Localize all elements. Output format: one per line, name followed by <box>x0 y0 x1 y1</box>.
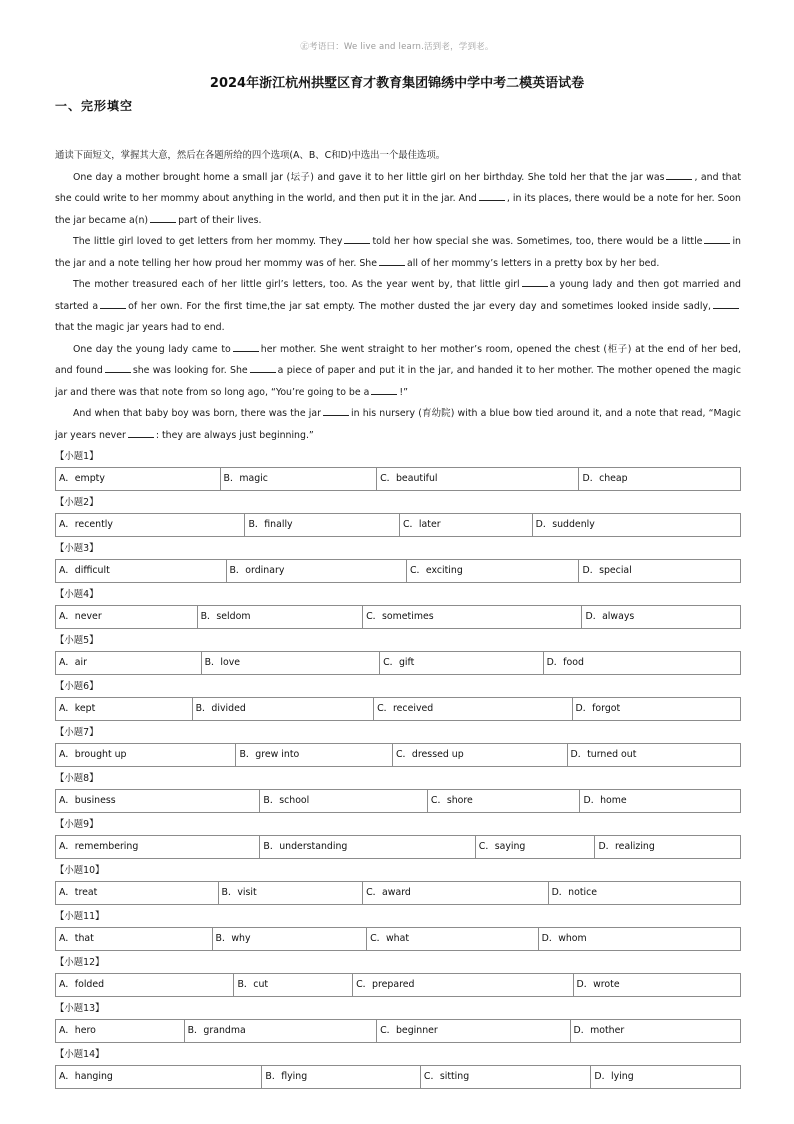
answer-blank <box>150 213 176 223</box>
question-label: 【小题9】 <box>55 819 99 830</box>
option-c[interactable]: C．later <box>399 514 532 536</box>
option-c[interactable]: C．gift <box>379 652 543 674</box>
options-row <box>55 697 741 721</box>
question-label: 【小题14】 <box>55 1049 105 1060</box>
passage-text: The little girl loved to get letters from her mommy. They <box>73 236 343 247</box>
option-a[interactable]: A．treat <box>59 887 98 898</box>
passage-text: The mother treasured each of her little girl’s letters, too. As the year went by, that little girl <box>73 279 520 290</box>
option-a[interactable]: A．business <box>59 795 116 806</box>
option-a[interactable]: A．brought up <box>59 749 127 760</box>
passage-text: told her how special she was. Sometimes, too, there would be a little <box>372 236 703 247</box>
option-b[interactable]: B．divided <box>192 698 373 720</box>
option-d[interactable]: D．lying <box>590 1066 740 1088</box>
answer-blank <box>105 363 131 373</box>
passage-text: her mother. She went straight to her mother’s room, opened the chest (柜子) at the end of her bed, and found <box>55 343 741 376</box>
option-d[interactable]: D．mother <box>570 1020 741 1042</box>
passage-text: !” <box>399 386 408 398</box>
exam-title: 2024年浙江杭州拱墅区育才教育集团锦绣中学中考二模英语试卷 <box>209 76 585 91</box>
option-b[interactable]: B．visit <box>218 882 363 904</box>
question-label: 【小题11】 <box>55 911 105 922</box>
option-c[interactable]: C．sometimes <box>362 606 581 628</box>
answer-blank <box>379 256 405 266</box>
passage-paragraph <box>55 231 741 274</box>
answer-blank <box>323 406 349 416</box>
answer-blank <box>704 234 730 244</box>
passage-text: part of their lives. <box>178 214 262 226</box>
option-a[interactable]: A．folded <box>59 979 105 990</box>
option-a[interactable]: A．empty <box>59 473 105 484</box>
option-b[interactable]: B．love <box>201 652 379 674</box>
option-b[interactable]: B．grandma <box>184 1020 376 1042</box>
answer-blank <box>371 385 397 395</box>
option-a[interactable]: A．kept <box>59 703 96 714</box>
answer-blank <box>479 191 505 201</box>
question-label: 【小题7】 <box>55 727 99 738</box>
question-label: 【小题2】 <box>55 497 99 508</box>
section-heading: 一、完形填空 <box>55 99 134 113</box>
option-b[interactable]: B．school <box>259 790 427 812</box>
option-d[interactable]: D．forgot <box>572 698 741 720</box>
options-row <box>55 1019 741 1043</box>
options-row <box>55 1065 741 1089</box>
passage-paragraph <box>55 339 741 404</box>
passage-text: of her own. For the first time,the jar sat empty. The mother dusted the jar every day and sometimes looked inside sadly, <box>128 300 711 312</box>
answer-blank <box>100 299 126 309</box>
option-c[interactable]: C．dressed up <box>392 744 566 766</box>
option-d[interactable]: D．wrote <box>573 974 741 996</box>
question-label: 【小题3】 <box>55 543 99 554</box>
option-d[interactable]: D．notice <box>548 882 740 904</box>
question-label: 【小题13】 <box>55 1003 105 1014</box>
passage-text: And when that baby boy was born, there was the jar <box>73 408 321 419</box>
passage-text: all of her mommy’s letters in a pretty box by her bed. <box>407 257 660 269</box>
option-d[interactable]: D．suddenly <box>532 514 740 536</box>
option-c[interactable]: C．exciting <box>406 560 579 582</box>
option-a[interactable]: A．that <box>59 933 94 944</box>
options-row <box>55 789 741 813</box>
question-label: 【小题6】 <box>55 681 99 692</box>
passage-text: : they are always just beginning.” <box>155 429 314 441</box>
answer-blank <box>233 342 259 352</box>
option-b[interactable]: B．cut <box>233 974 352 996</box>
passage-text: that the magic jar years had to end. <box>55 322 225 333</box>
passage-text: , in its places, there would be a note for her. Soon the jar became a(n) <box>55 193 741 226</box>
option-d[interactable]: D．home <box>579 790 740 812</box>
option-c[interactable]: C．beautiful <box>376 468 578 490</box>
option-c[interactable]: C．sitting <box>420 1066 591 1088</box>
option-a[interactable]: A．recently <box>59 519 113 530</box>
options-row <box>55 513 741 537</box>
options-row <box>55 559 741 583</box>
option-b[interactable]: B．why <box>212 928 367 950</box>
answer-blank <box>128 428 154 438</box>
passage-text: One day a mother brought home a small jar (坛子) and gave it to her little girl on her birthday. She told her that the jar was <box>73 171 665 183</box>
page-motto: ㊣考语曰：We live and learn.活到老，学到老。 <box>300 42 494 52</box>
answer-blank <box>666 170 692 180</box>
option-d[interactable]: D．whom <box>538 928 740 950</box>
question-label: 【小题12】 <box>55 957 105 968</box>
passage-text: , and that she could write to her mommy about anything in the world, and then put it in the jar. And <box>55 171 741 204</box>
option-b[interactable]: B．understanding <box>259 836 474 858</box>
option-d[interactable]: D．turned out <box>567 744 741 766</box>
option-c[interactable]: C．award <box>362 882 547 904</box>
option-d[interactable]: D．special <box>578 560 740 582</box>
option-d[interactable]: D．always <box>581 606 740 628</box>
passage-text: a young lady and then got married and started a <box>55 279 741 312</box>
passage-text: One day the young lady came to <box>73 343 231 355</box>
passage-text: in his nursery (育幼院) with a blue bow tied around it, and a note that read, “Magic jar years never <box>55 408 741 441</box>
option-d[interactable]: D．food <box>543 652 740 674</box>
option-c[interactable]: C．shore <box>427 790 580 812</box>
option-c[interactable]: C．beginner <box>376 1020 569 1042</box>
option-b[interactable]: B．ordinary <box>226 560 406 582</box>
answer-blank <box>250 363 276 373</box>
passage-text: she was looking for. She <box>132 365 248 376</box>
option-c[interactable]: C．saying <box>475 836 595 858</box>
option-d[interactable]: D．realizing <box>594 836 740 858</box>
options-row <box>55 881 741 905</box>
option-a[interactable]: A．never <box>59 611 102 622</box>
option-b[interactable]: B．seldom <box>197 606 363 628</box>
options-row <box>55 835 741 859</box>
option-c[interactable]: C．prepared <box>352 974 572 996</box>
answer-blank <box>713 299 739 309</box>
passage-paragraph <box>55 403 741 446</box>
option-b[interactable]: B．flying <box>261 1066 420 1088</box>
option-b[interactable]: B．finally <box>244 514 399 536</box>
answer-blank <box>522 277 548 287</box>
options-row <box>55 467 741 491</box>
option-c[interactable]: C．received <box>373 698 571 720</box>
option-a[interactable]: A．hanging <box>59 1071 113 1082</box>
passage-text: a piece of paper and put it in the jar, and handed it to her mother. The mother opened the magic jar and there was that note from so long ago, “You’re going to be a <box>55 365 741 398</box>
question-label: 【小题4】 <box>55 589 99 600</box>
question-label: 【小题1】 <box>55 451 99 462</box>
question-list <box>55 447 741 1091</box>
question-label: 【小题5】 <box>55 635 99 646</box>
option-a[interactable]: A．difficult <box>59 565 110 576</box>
passage-paragraph <box>55 167 741 232</box>
options-row <box>55 743 741 767</box>
options-row <box>55 605 741 629</box>
option-c[interactable]: C．what <box>366 928 538 950</box>
options-row <box>55 973 741 997</box>
options-row <box>55 651 741 675</box>
passage-text: in the jar and a note telling her how proud her mommy was of her. She <box>55 236 741 269</box>
question-label: 【小题8】 <box>55 773 99 784</box>
question-label: 【小题10】 <box>55 865 105 876</box>
cloze-passage <box>55 145 741 446</box>
answer-blank <box>344 234 370 244</box>
option-b[interactable]: B．grew into <box>235 744 392 766</box>
options-row <box>55 927 741 951</box>
instruction: 通读下面短文，掌握其大意，然后在各题所给的四个选项(A、B、C和D)中选出一个最佳选项。 <box>55 150 446 161</box>
option-d[interactable]: D．cheap <box>578 468 740 490</box>
passage-paragraph <box>55 274 741 339</box>
option-a[interactable]: A．air <box>59 657 87 668</box>
option-b[interactable]: B．magic <box>220 468 377 490</box>
option-a[interactable]: A．hero <box>59 1025 96 1036</box>
option-a[interactable]: A．remembering <box>59 841 139 852</box>
passage-paragraphs <box>55 167 741 447</box>
